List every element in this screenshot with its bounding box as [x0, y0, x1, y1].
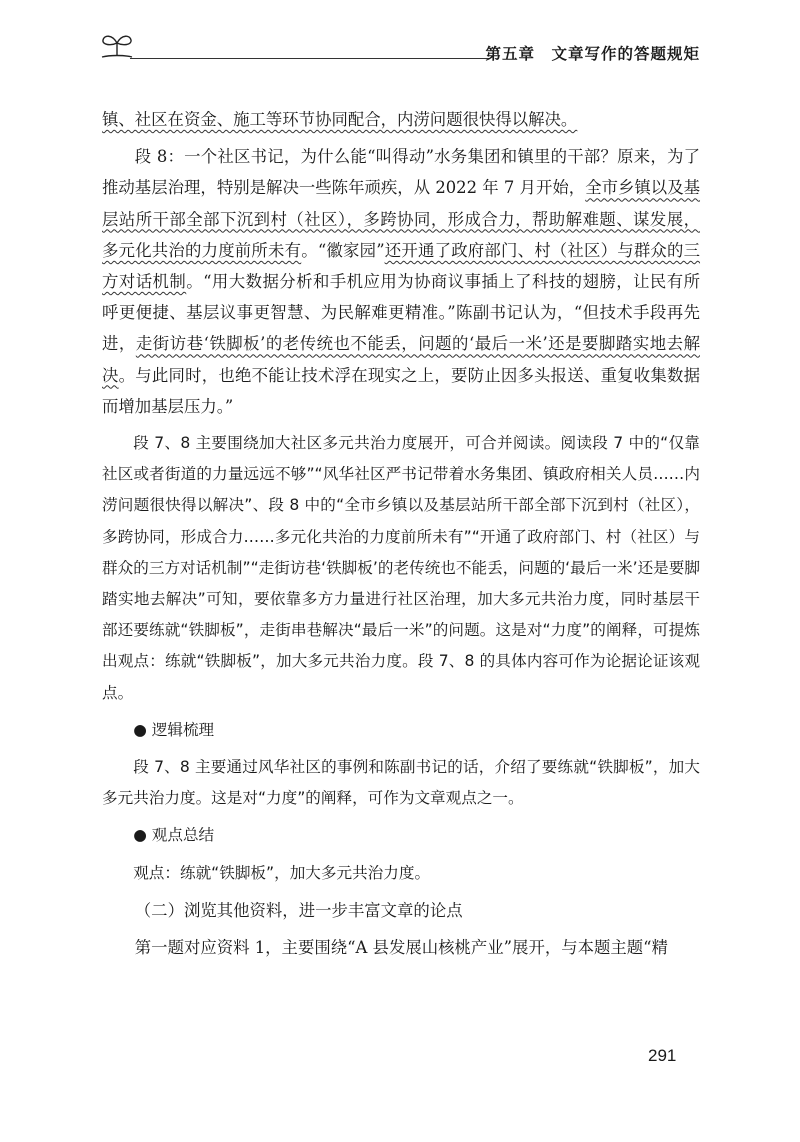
text-run: 。“徽家园” [301, 240, 385, 260]
logic-heading: ● 逻辑梳理 [133, 720, 215, 739]
underlined-text: 全市乡镇以及基层站所干部全部下沉到村（社区），多跨协同，形成合力，帮助解难题、谋发展，多元化共治的力度前所未有 [102, 178, 701, 260]
page-content [102, 104, 700, 963]
text-run: 。与此同时，也绝不能让技术浮在现实之上，要防止因多头报送、重复收集数据而增加基层压力。” [102, 365, 701, 416]
summary-text: 观点：练就“铁脚板”，加大多元共治力度。 [133, 863, 431, 882]
underlined-text: 走街访巷‘铁脚板’的老传统也不能丢，问题的‘最后一米’还是要脚踏实地去解决 [102, 334, 700, 385]
section-heading: （二）浏览其他资料，进一步丰富文章的论点 [134, 900, 463, 920]
logic-text: 段 7、8 主要通过风华社区的事例和陈副书记的话，介绍了要练就“铁脚板”，加大多元共治力度。这是对“力度”的阐释，可作为文章观点之一。 [102, 758, 700, 808]
paragraph-8 [102, 141, 700, 422]
chapter-title: 第五章 文章写作的答题规矩 [485, 45, 700, 63]
summary-heading: ● 观点总结 [133, 826, 215, 845]
underlined-text: 还开通了政府部门、村（社区）与群众的三方对话机制 [102, 240, 701, 292]
last-paragraph: 第一题对应资料 1，主要围绕“A 县发展山核桃产业”展开，与本题主题“精 [134, 938, 668, 958]
text-run: 。“用大数据分析和手机应用为协商议事插上了科技的翅膀，让民有所呼更便捷、基层议事更智慧、为民解难更精准。”陈副书记认为，“但技术手段再先进， [102, 272, 700, 354]
paragraph-continuation [102, 104, 700, 135]
analysis-paragraph: 段 7、8 主要围绕加大社区多元共治力度展开，可合并阅读。阅读段 7 中的“仅靠社区或者街道的力量远远不够”“风华社区严书记带着水务集团、镇政府相关人员……内涝问题很快得以解决”、段 8 中的“全市乡镇以及基层站所干部全部下沉到村（社区），多跨协同，形成合力……多元化共治的力度前所未有”“开通了政府部门、村（社区）与群众的三方对话机制”“走街访巷‘铁脚板’的老传统也不能丢，问题的‘最后一米’还是要脚踏实地去解决”可知，要依靠多方力量进行社区治理，加大多元共治力度，同时基层干部还要练就“铁脚板”，走街串巷解决“最后一米”的问题。这是对“力度”的阐释，可提炼出观点：练就“铁脚板”，加大多元共治力度。段 7、8 的具体内容可作为论据论证该观点。 [102, 434, 700, 702]
underlined-text: 镇、社区在资金、施工等环节协同配合，内涝问题很快得以解决。 [102, 110, 578, 129]
page-header [100, 30, 700, 66]
text-run: 段 8：一个社区书记，为什么能“叫得动”水务集团和镇里的干部？原来，为了推动基层治理，特别是解决一些陈年顽疾，从 2022 年 7 月开始， [102, 147, 700, 198]
header-rule [130, 58, 490, 59]
sprout-icon [100, 30, 134, 60]
page-number: 291 [648, 1046, 677, 1065]
